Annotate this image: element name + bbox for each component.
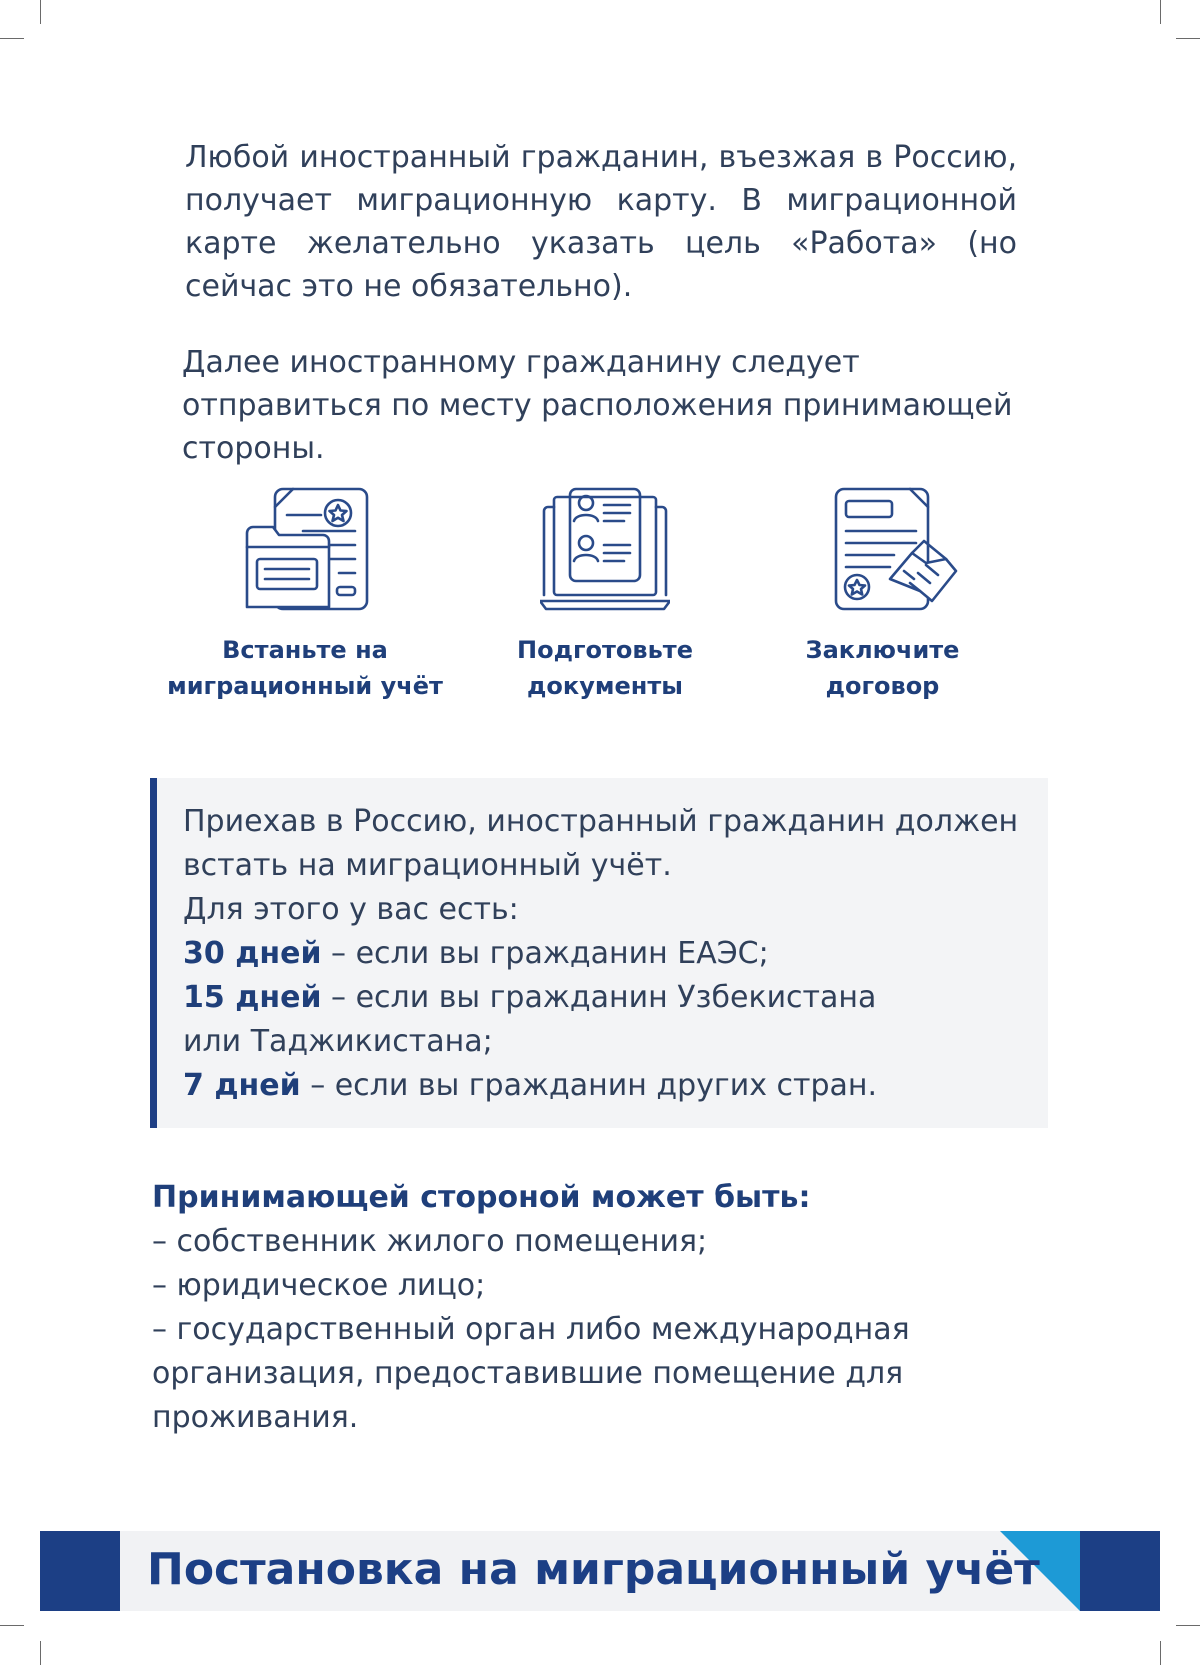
- crop-mark: [0, 1625, 24, 1626]
- crop-mark: [1160, 1641, 1161, 1665]
- crop-mark: [1176, 1625, 1200, 1626]
- step-label-contract: Заключите договор: [805, 636, 960, 700]
- contract-handshake-icon: [834, 487, 958, 613]
- host-party-item: организация, предоставившие помещение для: [152, 1356, 904, 1391]
- host-party-item: – собственник жилого помещения;: [152, 1224, 708, 1259]
- host-party-item: проживания.: [152, 1400, 359, 1435]
- callout-line: Для этого у вас есть:: [183, 892, 519, 927]
- crop-mark: [1160, 0, 1161, 24]
- registration-deadlines-callout: [150, 778, 1048, 1128]
- host-party-title: Принимающей стороной может быть:: [152, 1180, 811, 1215]
- callout-line: встать на миграционный учёт.: [183, 848, 672, 883]
- footer-square-left: [40, 1531, 120, 1611]
- intro-paragraph-migration-card: Любой иностранный гражданин, въезжая в Россию, получает миграционную карту. В миграционной карте желательно указать цель «Работа» (но сейчас это не обязательно).: [185, 140, 1017, 304]
- step-label-registration: Встаньте на миграционный учёт: [167, 636, 443, 700]
- host-party-item: – юридическое лицо;: [152, 1268, 486, 1303]
- footer-square-right: [1080, 1531, 1160, 1611]
- callout-accent-bar: [150, 778, 157, 1128]
- deadline-item-eaeu: 30 дней – если вы гражданин ЕАЭС;: [183, 936, 769, 971]
- callout-line: Приехав в Россию, иностранный гражданин должен: [183, 804, 1019, 839]
- crop-mark: [0, 38, 24, 39]
- deadline-item-uzbekistan-tajikistan: 15 дней – если вы гражданин Узбекистана: [183, 980, 877, 1015]
- registration-documents-icon: [243, 487, 371, 613]
- deadline-item-continuation: или Таджикистана;: [183, 1024, 493, 1059]
- step-label-documents: Подготовьте документы: [517, 636, 693, 700]
- deadline-item-other-countries: 7 дней – если вы гражданин других стран.: [183, 1068, 878, 1103]
- footer-title: Постановка на миграционный учёт: [147, 1544, 1040, 1595]
- intro-paragraph-host-location: Далее иностранному гражданину следует отправиться по месту расположения принимающей стороны.: [182, 345, 1013, 466]
- crop-mark: [1176, 38, 1200, 39]
- footer-banner: [40, 1531, 1160, 1611]
- crop-mark: [40, 0, 41, 24]
- laptop-documents-icon: [540, 487, 670, 613]
- host-party-item: – государственный орган либо международная: [152, 1312, 910, 1347]
- host-party-section: [152, 1176, 1052, 1440]
- crop-mark: [40, 1641, 41, 1665]
